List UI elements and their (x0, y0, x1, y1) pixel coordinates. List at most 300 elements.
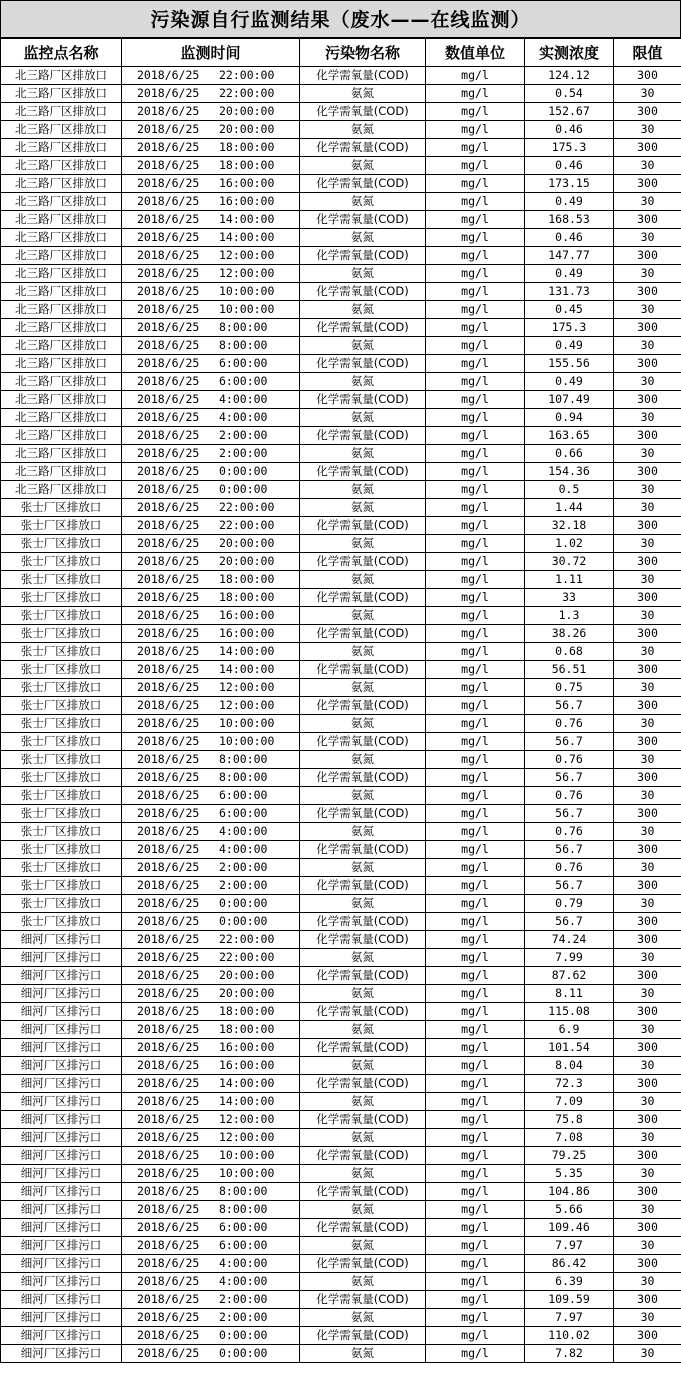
pollutant-cell: 化学需氧量(COD) (300, 769, 426, 787)
date-text: 2018/6/25 (137, 1310, 200, 1324)
time-cell (122, 229, 300, 247)
clock-text: 0:00:00 (219, 482, 268, 496)
limit-cell: 30 (614, 751, 681, 769)
table-row (1, 697, 681, 715)
site-cell: 张士厂区排放口 (1, 895, 122, 913)
date-text: 2018/6/25 (137, 1184, 200, 1198)
unit-cell: mg/l (426, 121, 525, 139)
limit-cell: 300 (614, 625, 681, 643)
unit-cell: mg/l (426, 805, 525, 823)
date-text: 2018/6/25 (137, 860, 200, 874)
time-cell (122, 265, 300, 283)
clock-text: 6:00:00 (219, 1220, 268, 1234)
time-cell (122, 1057, 300, 1075)
site-cell: 张士厂区排放口 (1, 643, 122, 661)
limit-cell: 300 (614, 247, 681, 265)
limit-cell: 300 (614, 1327, 681, 1345)
value-cell: 86.42 (525, 1255, 614, 1273)
time-cell (122, 643, 300, 661)
date-text: 2018/6/25 (137, 248, 200, 262)
table-row (1, 85, 681, 103)
table-row (1, 1003, 681, 1021)
date-text: 2018/6/25 (137, 1220, 200, 1234)
value-cell: 109.59 (525, 1291, 614, 1309)
table-row (1, 1219, 681, 1237)
date-text: 2018/6/25 (137, 1346, 200, 1360)
site-cell: 细河厂区排污口 (1, 1219, 122, 1237)
site-cell: 细河厂区排污口 (1, 1291, 122, 1309)
value-cell: 7.82 (525, 1345, 614, 1363)
pollutant-cell: 化学需氧量(COD) (300, 931, 426, 949)
table-row (1, 679, 681, 697)
time-cell (122, 859, 300, 877)
time-cell (122, 337, 300, 355)
pollutant-cell: 化学需氧量(COD) (300, 463, 426, 481)
site-cell: 北三路厂区排放口 (1, 175, 122, 193)
clock-text: 18:00:00 (219, 1004, 275, 1018)
site-cell: 张士厂区排放口 (1, 679, 122, 697)
time-cell (122, 319, 300, 337)
limit-cell: 300 (614, 1291, 681, 1309)
table-row (1, 661, 681, 679)
site-cell: 北三路厂区排放口 (1, 121, 122, 139)
table-row (1, 247, 681, 265)
pollutant-cell: 化学需氧量(COD) (300, 211, 426, 229)
pollutant-cell: 化学需氧量(COD) (300, 247, 426, 265)
clock-text: 14:00:00 (219, 644, 275, 658)
table-row (1, 1111, 681, 1129)
value-cell: 104.86 (525, 1183, 614, 1201)
unit-cell: mg/l (426, 1219, 525, 1237)
time-cell (122, 481, 300, 499)
pollutant-cell: 氨氮 (300, 679, 426, 697)
clock-text: 12:00:00 (219, 1130, 275, 1144)
date-text: 2018/6/25 (137, 338, 200, 352)
unit-cell: mg/l (426, 391, 525, 409)
limit-cell: 300 (614, 1003, 681, 1021)
table-row (1, 1021, 681, 1039)
monitoring-table (0, 38, 681, 1363)
clock-text: 14:00:00 (219, 1076, 275, 1090)
clock-text: 10:00:00 (219, 1148, 275, 1162)
unit-cell: mg/l (426, 877, 525, 895)
clock-text: 4:00:00 (219, 824, 268, 838)
unit-cell: mg/l (426, 247, 525, 265)
value-cell: 56.7 (525, 769, 614, 787)
clock-text: 6:00:00 (219, 1238, 268, 1252)
date-text: 2018/6/25 (137, 374, 200, 388)
value-cell: 1.02 (525, 535, 614, 553)
time-cell (122, 391, 300, 409)
site-cell: 北三路厂区排放口 (1, 67, 122, 85)
unit-cell: mg/l (426, 913, 525, 931)
site-cell: 细河厂区排污口 (1, 1075, 122, 1093)
unit-cell: mg/l (426, 337, 525, 355)
pollutant-cell: 氨氮 (300, 859, 426, 877)
unit-cell: mg/l (426, 859, 525, 877)
site-cell: 细河厂区排污口 (1, 1147, 122, 1165)
site-cell: 张士厂区排放口 (1, 697, 122, 715)
pollutant-cell: 氨氮 (300, 643, 426, 661)
clock-text: 20:00:00 (219, 536, 275, 550)
value-cell: 30.72 (525, 553, 614, 571)
table-row (1, 607, 681, 625)
pollutant-cell: 化学需氧量(COD) (300, 1111, 426, 1129)
value-cell: 33 (525, 589, 614, 607)
date-text: 2018/6/25 (137, 230, 200, 244)
limit-cell: 30 (614, 1093, 681, 1111)
pollutant-cell: 氨氮 (300, 607, 426, 625)
date-text: 2018/6/25 (137, 320, 200, 334)
pollutant-cell: 氨氮 (300, 571, 426, 589)
unit-cell: mg/l (426, 535, 525, 553)
date-text: 2018/6/25 (137, 932, 200, 946)
value-cell: 7.97 (525, 1309, 614, 1327)
time-cell (122, 913, 300, 931)
site-cell: 张士厂区排放口 (1, 553, 122, 571)
clock-text: 22:00:00 (219, 950, 275, 964)
site-cell: 北三路厂区排放口 (1, 427, 122, 445)
date-text: 2018/6/25 (137, 842, 200, 856)
limit-cell: 300 (614, 103, 681, 121)
table-row (1, 841, 681, 859)
unit-cell: mg/l (426, 1237, 525, 1255)
unit-cell: mg/l (426, 571, 525, 589)
col-header-limit: 限值 (614, 39, 681, 67)
unit-cell: mg/l (426, 67, 525, 85)
site-cell: 细河厂区排污口 (1, 1021, 122, 1039)
pollutant-cell: 氨氮 (300, 715, 426, 733)
limit-cell: 300 (614, 769, 681, 787)
time-cell (122, 571, 300, 589)
unit-cell: mg/l (426, 211, 525, 229)
limit-cell: 30 (614, 643, 681, 661)
table-row (1, 715, 681, 733)
table-header (1, 39, 681, 67)
clock-text: 16:00:00 (219, 626, 275, 640)
value-cell: 87.62 (525, 967, 614, 985)
time-cell (122, 67, 300, 85)
pollutant-cell: 氨氮 (300, 949, 426, 967)
limit-cell: 30 (614, 1345, 681, 1363)
site-cell: 北三路厂区排放口 (1, 391, 122, 409)
time-cell (122, 1255, 300, 1273)
table-row (1, 1039, 681, 1057)
table-row (1, 139, 681, 157)
value-cell: 7.09 (525, 1093, 614, 1111)
pollutant-cell: 氨氮 (300, 1021, 426, 1039)
time-cell (122, 355, 300, 373)
pollutant-cell: 化学需氧量(COD) (300, 661, 426, 679)
date-text: 2018/6/25 (137, 1166, 200, 1180)
time-cell (122, 373, 300, 391)
value-cell: 7.08 (525, 1129, 614, 1147)
table-row (1, 265, 681, 283)
pollutant-cell: 化学需氧量(COD) (300, 139, 426, 157)
limit-cell: 30 (614, 499, 681, 517)
time-cell (122, 1111, 300, 1129)
value-cell: 0.76 (525, 823, 614, 841)
clock-text: 8:00:00 (219, 1202, 268, 1216)
table-row (1, 913, 681, 931)
value-cell: 0.76 (525, 715, 614, 733)
table-row (1, 517, 681, 535)
value-cell: 0.46 (525, 157, 614, 175)
site-cell: 北三路厂区排放口 (1, 481, 122, 499)
clock-text: 8:00:00 (219, 1184, 268, 1198)
limit-cell: 30 (614, 571, 681, 589)
pollutant-cell: 氨氮 (300, 409, 426, 427)
col-header-pollutant: 污染物名称 (300, 39, 426, 67)
limit-cell: 300 (614, 931, 681, 949)
unit-cell: mg/l (426, 355, 525, 373)
clock-text: 16:00:00 (219, 194, 275, 208)
value-cell: 152.67 (525, 103, 614, 121)
value-cell: 5.35 (525, 1165, 614, 1183)
time-cell (122, 967, 300, 985)
unit-cell: mg/l (426, 751, 525, 769)
value-cell: 0.54 (525, 85, 614, 103)
table-row (1, 355, 681, 373)
time-cell (122, 1165, 300, 1183)
site-cell: 细河厂区排污口 (1, 949, 122, 967)
time-cell (122, 1291, 300, 1309)
date-text: 2018/6/25 (137, 788, 200, 802)
clock-text: 6:00:00 (219, 356, 268, 370)
unit-cell: mg/l (426, 517, 525, 535)
table-row (1, 301, 681, 319)
value-cell: 101.54 (525, 1039, 614, 1057)
table-row (1, 553, 681, 571)
time-cell (122, 823, 300, 841)
col-header-unit: 数值单位 (426, 39, 525, 67)
value-cell: 56.7 (525, 841, 614, 859)
value-cell: 175.3 (525, 139, 614, 157)
unit-cell: mg/l (426, 1111, 525, 1129)
table-row (1, 1309, 681, 1327)
limit-cell: 300 (614, 805, 681, 823)
table-row (1, 895, 681, 913)
table-body (1, 67, 681, 1363)
time-cell (122, 1201, 300, 1219)
limit-cell: 300 (614, 841, 681, 859)
limit-cell: 30 (614, 445, 681, 463)
clock-text: 22:00:00 (219, 500, 275, 514)
site-cell: 细河厂区排污口 (1, 1309, 122, 1327)
pollutant-cell: 氨氮 (300, 157, 426, 175)
site-cell: 细河厂区排污口 (1, 1201, 122, 1219)
date-text: 2018/6/25 (137, 176, 200, 190)
limit-cell: 300 (614, 355, 681, 373)
date-text: 2018/6/25 (137, 356, 200, 370)
pollutant-cell: 氨氮 (300, 85, 426, 103)
time-cell (122, 931, 300, 949)
unit-cell: mg/l (426, 553, 525, 571)
table-row (1, 1057, 681, 1075)
date-text: 2018/6/25 (137, 1202, 200, 1216)
value-cell: 7.97 (525, 1237, 614, 1255)
limit-cell: 300 (614, 697, 681, 715)
value-cell: 72.3 (525, 1075, 614, 1093)
date-text: 2018/6/25 (137, 392, 200, 406)
site-cell: 张士厂区排放口 (1, 751, 122, 769)
date-text: 2018/6/25 (137, 1292, 200, 1306)
site-cell: 北三路厂区排放口 (1, 355, 122, 373)
unit-cell: mg/l (426, 697, 525, 715)
date-text: 2018/6/25 (137, 212, 200, 226)
site-cell: 张士厂区排放口 (1, 859, 122, 877)
site-cell: 细河厂区排污口 (1, 1183, 122, 1201)
limit-cell: 30 (614, 1165, 681, 1183)
limit-cell: 30 (614, 1021, 681, 1039)
pollutant-cell: 化学需氧量(COD) (300, 1255, 426, 1273)
time-cell (122, 1093, 300, 1111)
value-cell: 0.68 (525, 643, 614, 661)
site-cell: 张士厂区排放口 (1, 913, 122, 931)
date-text: 2018/6/25 (137, 716, 200, 730)
time-cell (122, 1003, 300, 1021)
pollutant-cell: 化学需氧量(COD) (300, 391, 426, 409)
date-text: 2018/6/25 (137, 1130, 200, 1144)
site-cell: 张士厂区排放口 (1, 841, 122, 859)
limit-cell: 300 (614, 1075, 681, 1093)
value-cell: 56.7 (525, 733, 614, 751)
table-row (1, 787, 681, 805)
table-row (1, 625, 681, 643)
limit-cell: 300 (614, 139, 681, 157)
limit-cell: 300 (614, 463, 681, 481)
pollutant-cell: 氨氮 (300, 373, 426, 391)
time-cell (122, 211, 300, 229)
clock-text: 16:00:00 (219, 608, 275, 622)
limit-cell: 30 (614, 607, 681, 625)
unit-cell: mg/l (426, 445, 525, 463)
limit-cell: 30 (614, 949, 681, 967)
time-cell (122, 697, 300, 715)
time-cell (122, 895, 300, 913)
unit-cell: mg/l (426, 499, 525, 517)
time-cell (122, 535, 300, 553)
clock-text: 8:00:00 (219, 338, 268, 352)
value-cell: 8.04 (525, 1057, 614, 1075)
value-cell: 107.49 (525, 391, 614, 409)
clock-text: 14:00:00 (219, 662, 275, 676)
pollutant-cell: 氨氮 (300, 193, 426, 211)
clock-text: 14:00:00 (219, 212, 275, 226)
table-row (1, 1255, 681, 1273)
limit-cell: 300 (614, 553, 681, 571)
unit-cell: mg/l (426, 679, 525, 697)
value-cell: 5.66 (525, 1201, 614, 1219)
pollutant-cell: 化学需氧量(COD) (300, 1003, 426, 1021)
clock-text: 22:00:00 (219, 68, 275, 82)
clock-text: 4:00:00 (219, 1256, 268, 1270)
unit-cell: mg/l (426, 931, 525, 949)
pollutant-cell: 化学需氧量(COD) (300, 1327, 426, 1345)
site-cell: 张士厂区排放口 (1, 805, 122, 823)
date-text: 2018/6/25 (137, 104, 200, 118)
date-text: 2018/6/25 (137, 1148, 200, 1162)
limit-cell: 300 (614, 967, 681, 985)
site-cell: 细河厂区排污口 (1, 1273, 122, 1291)
clock-text: 12:00:00 (219, 248, 275, 262)
clock-text: 10:00:00 (219, 284, 275, 298)
site-cell: 张士厂区排放口 (1, 589, 122, 607)
clock-text: 0:00:00 (219, 896, 268, 910)
limit-cell: 30 (614, 193, 681, 211)
clock-text: 14:00:00 (219, 1094, 275, 1108)
clock-text: 10:00:00 (219, 716, 275, 730)
site-cell: 张士厂区排放口 (1, 499, 122, 517)
table-row (1, 589, 681, 607)
unit-cell: mg/l (426, 1183, 525, 1201)
site-cell: 北三路厂区排放口 (1, 409, 122, 427)
value-cell: 0.49 (525, 337, 614, 355)
time-cell (122, 499, 300, 517)
site-cell: 北三路厂区排放口 (1, 283, 122, 301)
clock-text: 10:00:00 (219, 302, 275, 316)
value-cell: 0.79 (525, 895, 614, 913)
time-cell (122, 1345, 300, 1363)
value-cell: 56.7 (525, 913, 614, 931)
clock-text: 2:00:00 (219, 1310, 268, 1324)
time-cell (122, 283, 300, 301)
table-row (1, 103, 681, 121)
pollutant-cell: 化学需氧量(COD) (300, 175, 426, 193)
table-row (1, 319, 681, 337)
value-cell: 0.76 (525, 751, 614, 769)
pollutant-cell: 氨氮 (300, 1057, 426, 1075)
limit-cell: 30 (614, 1309, 681, 1327)
table-row (1, 499, 681, 517)
pollutant-cell: 化学需氧量(COD) (300, 1039, 426, 1057)
value-cell: 1.3 (525, 607, 614, 625)
clock-text: 16:00:00 (219, 1058, 275, 1072)
unit-cell: mg/l (426, 409, 525, 427)
site-cell: 北三路厂区排放口 (1, 373, 122, 391)
pollutant-cell: 化学需氧量(COD) (300, 913, 426, 931)
date-text: 2018/6/25 (137, 734, 200, 748)
site-cell: 细河厂区排污口 (1, 1345, 122, 1363)
clock-text: 8:00:00 (219, 320, 268, 334)
limit-cell: 30 (614, 1057, 681, 1075)
table-row (1, 157, 681, 175)
site-cell: 细河厂区排污口 (1, 1057, 122, 1075)
clock-text: 22:00:00 (219, 86, 275, 100)
limit-cell: 30 (614, 1201, 681, 1219)
table-row (1, 1093, 681, 1111)
unit-cell: mg/l (426, 1327, 525, 1345)
site-cell: 张士厂区排放口 (1, 715, 122, 733)
date-text: 2018/6/25 (137, 554, 200, 568)
value-cell: 0.46 (525, 121, 614, 139)
pollutant-cell: 氨氮 (300, 1273, 426, 1291)
limit-cell: 300 (614, 661, 681, 679)
unit-cell: mg/l (426, 661, 525, 679)
date-text: 2018/6/25 (137, 284, 200, 298)
table-row (1, 1201, 681, 1219)
date-text: 2018/6/25 (137, 1328, 200, 1342)
time-cell (122, 301, 300, 319)
clock-text: 12:00:00 (219, 698, 275, 712)
clock-text: 0:00:00 (219, 464, 268, 478)
site-cell: 细河厂区排污口 (1, 985, 122, 1003)
date-text: 2018/6/25 (137, 518, 200, 532)
site-cell: 张士厂区排放口 (1, 823, 122, 841)
unit-cell: mg/l (426, 1201, 525, 1219)
date-text: 2018/6/25 (137, 1040, 200, 1054)
pollutant-cell: 氨氮 (300, 1093, 426, 1111)
